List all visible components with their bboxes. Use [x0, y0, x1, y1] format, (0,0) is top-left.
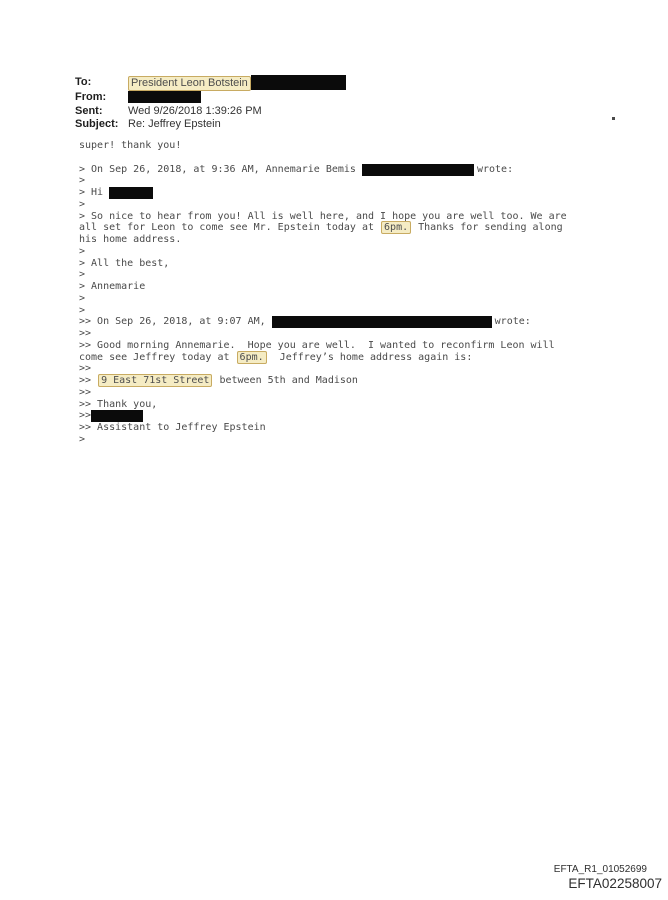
body-text: >> [79, 363, 92, 375]
email-body-line [79, 152, 639, 164]
body-text: > [79, 245, 86, 257]
body-text: >> Thank you, [79, 398, 158, 410]
email-body-line [79, 399, 639, 411]
body-text: > So nice to hear from you! All is well here, and I hope you are well too. We are [79, 210, 567, 222]
email-body-line [79, 222, 639, 234]
email-body-line [79, 434, 639, 446]
sent-label: Sent: [75, 104, 103, 117]
subject-label: Subject: [75, 118, 119, 131]
email-body-line [79, 199, 639, 211]
redaction-bar [272, 316, 492, 328]
email-body-line [79, 164, 639, 176]
bates-number-small: EFTA_R1_01052699 [553, 864, 647, 875]
email-body-line [79, 211, 639, 223]
body-text: > [79, 433, 86, 445]
header-row-subject [75, 118, 346, 132]
email-body-line [79, 410, 639, 422]
highlighted-text: 6pm. [237, 351, 267, 364]
body-text: >> [79, 375, 98, 386]
email-body-line [79, 316, 639, 328]
body-text: > Annemarie [79, 281, 146, 292]
highlighted-text: 6pm. [381, 221, 411, 234]
email-header [75, 76, 346, 132]
body-text: > [79, 304, 86, 316]
body-text: > [79, 175, 86, 187]
body-text: all set for Leon to come see Mr. Epstein today at [79, 222, 381, 234]
bates-stamps [554, 864, 662, 891]
body-text: between 5th and Madison [213, 375, 358, 386]
email-body [79, 140, 639, 446]
redaction-bar [362, 164, 474, 176]
scan-artifact-dot [612, 117, 615, 120]
email-body-line [79, 375, 639, 387]
email-body-line [79, 281, 639, 293]
body-text: his home address. [79, 234, 182, 245]
header-row-from [75, 91, 346, 105]
email-body-line [79, 305, 639, 317]
header-row-to [75, 76, 346, 91]
body-text: super! thank you! [79, 140, 182, 151]
email-body-line [79, 352, 639, 364]
body-text: >> [79, 328, 92, 339]
highlighted-text: 9 East 71st Street [98, 374, 212, 387]
redaction-bar [128, 91, 201, 103]
redaction-bar [91, 410, 143, 422]
email-body-line [79, 258, 639, 270]
body-text: > [79, 269, 86, 281]
bates-number-large: EFTA02258007 [568, 876, 662, 891]
email-body-line [79, 234, 639, 246]
email-body-line [79, 328, 639, 340]
body-text: >> Assistant to Jeffrey Epstein [79, 422, 266, 433]
email-body-line [79, 269, 639, 281]
body-text: > Hi [79, 187, 110, 198]
body-text: Thanks for sending along [412, 222, 563, 234]
body-text: wrote: [494, 316, 531, 328]
from-value [128, 91, 201, 103]
email-body-line [79, 293, 639, 305]
to-label: To: [75, 76, 92, 88]
body-text: >> On Sep 26, 2018, at 9:07 AM, [79, 316, 272, 328]
email-body-line [79, 387, 639, 399]
from-label: From: [75, 91, 107, 103]
to-value [128, 76, 346, 91]
body-text: > On Sep 26, 2018, at 9:36 AM, Annemarie Bemis [79, 163, 362, 175]
email-body-line [79, 246, 639, 258]
body-text: wrote: [476, 163, 514, 175]
body-text: >> [79, 386, 92, 398]
email-body-line [79, 140, 639, 152]
redaction-bar [109, 187, 153, 199]
subject-value: Re: Jeffrey Epstein [128, 118, 221, 131]
body-text: > All the best, [79, 257, 170, 269]
body-text: Jeffrey’s home address again is: [267, 351, 473, 363]
body-text: >> Good morning Annemarie. Hope you are well. I wanted to reconfirm Leon will [79, 339, 555, 351]
email-body-line [79, 187, 639, 199]
body-text: > [79, 198, 86, 210]
body-text: > [79, 292, 86, 304]
email-body-line [79, 175, 639, 187]
body-text: come see Jeffrey today at [79, 351, 236, 363]
to-value-highlighted: President Leon Botstein [128, 76, 251, 91]
sent-value: Wed 9/26/2018 1:39:26 PM [128, 104, 262, 117]
redaction-bar [251, 75, 346, 90]
email-body-line [79, 422, 639, 434]
header-row-sent [75, 105, 346, 119]
body-text: >> [79, 410, 92, 422]
email-body-line [79, 340, 639, 352]
